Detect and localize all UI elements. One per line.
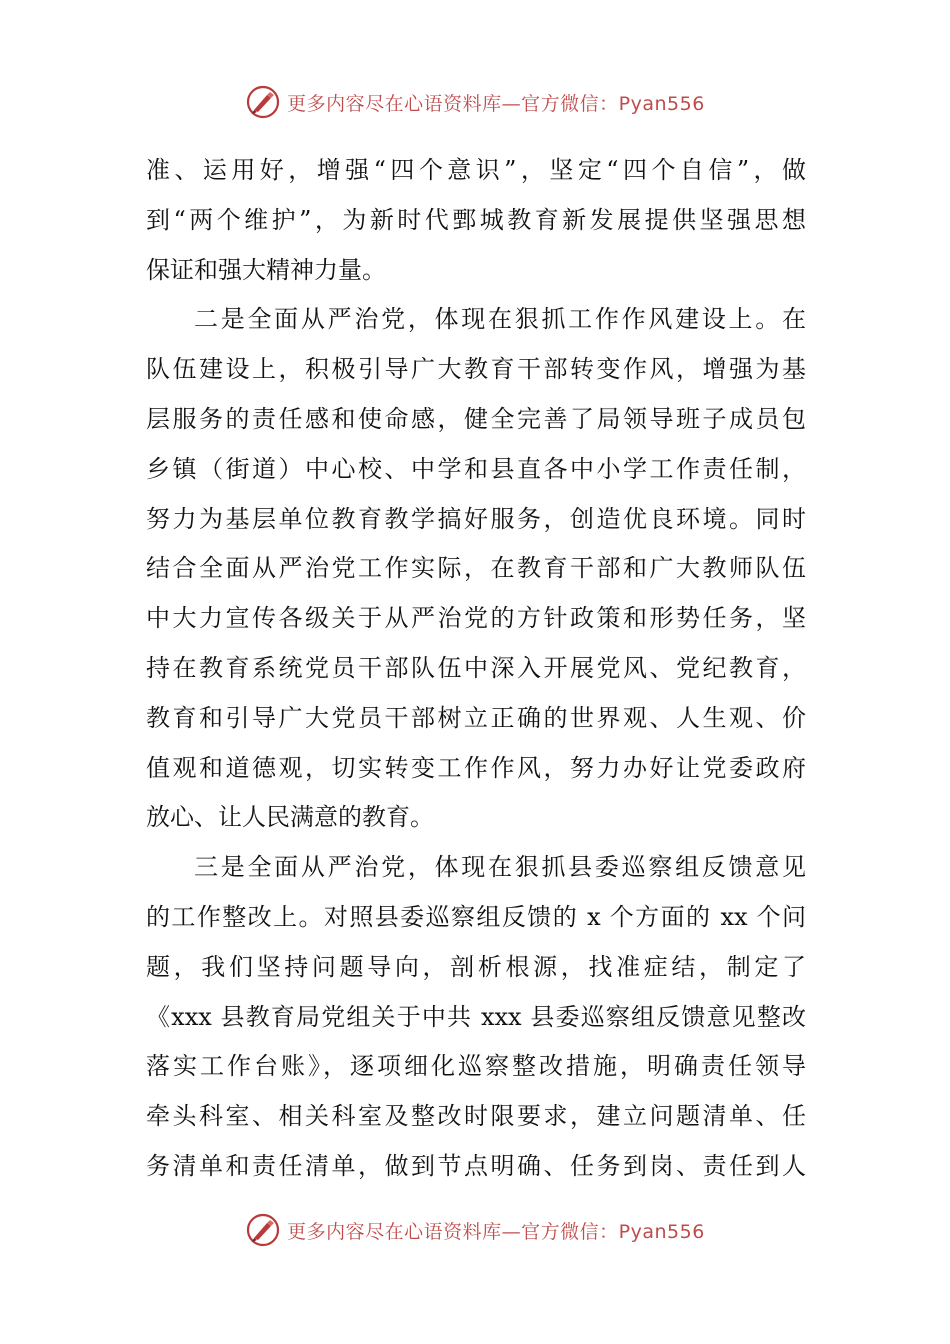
wechat-id: Pyan556 — [618, 92, 705, 115]
banner-slogan: 更多内容尽在心语资料库—官方微信： — [287, 1220, 619, 1243]
text-line: 结合全面从严治党工作实际，在教育干部和广大教师队伍 — [146, 554, 806, 583]
text-line: 队伍建设上，积极引导广大教育干部转变作风，增强为基 — [146, 355, 806, 384]
header-banner — [0, 80, 950, 124]
text-line: 中大力宣传各级关于从严治党的方针政策和形势任务，坚 — [146, 604, 806, 633]
document-body — [146, 146, 806, 1192]
text-line: 层服务的责任感和使命感，健全完善了局领导班子成员包 — [146, 404, 806, 433]
text-line: 放心、让人民满意的教育。 — [146, 803, 434, 832]
banner-text — [287, 89, 705, 116]
wechat-id: Pyan556 — [618, 1220, 705, 1243]
banner-text — [287, 1217, 705, 1244]
text-line: 二是全面从严治党，体现在狠抓工作作风建设上。在 — [194, 305, 806, 334]
banner-slogan: 更多内容尽在心语资料库—官方微信： — [287, 92, 619, 115]
pen-logo-icon — [245, 1212, 281, 1248]
text-line: 到“两个维护”，为新时代鄄城教育新发展提供坚强思想 — [146, 205, 806, 234]
text-line: 努力为基层单位教育教学搞好服务，创造优良环境。同时 — [146, 504, 806, 533]
text-line: 三是全面从严治党，体现在狠抓县委巡察组反馈意见 — [194, 853, 806, 882]
text-line: 题，我们坚持问题导向，剖析根源，找准症结，制定了 — [146, 952, 806, 981]
text-line: 《xxx 县教育局党组关于中共 xxx 县委巡察组反馈意见整改 — [146, 1002, 806, 1031]
footer-banner — [0, 1208, 950, 1252]
text-line: 落实工作台账》，逐项细化巡察整改措施，明确责任领导 — [146, 1052, 806, 1081]
text-line: 准、运用好，增强“四个意识”，坚定“四个自信”，做 — [146, 156, 806, 184]
text-line: 的工作整改上。对照县委巡察组反馈的 x 个方面的 xx 个问 — [146, 902, 806, 931]
text-line: 保证和强大精神力量。 — [146, 255, 386, 284]
text-line: 值观和道德观，切实转变工作作风，努力办好让党委政府 — [146, 753, 806, 782]
pen-logo-icon — [245, 84, 281, 120]
text-line: 牵头科室、相关科室及整改时限要求，建立问题清单、任 — [146, 1102, 806, 1131]
text-line: 教育和引导广大党员干部树立正确的世界观、人生观、价 — [146, 703, 806, 732]
text-line: 乡镇（街道）中心校、中学和县直各中小学工作责任制， — [146, 454, 806, 483]
text-line: 务清单和责任清单，做到节点明确、任务到岗、责任到人 — [146, 1151, 806, 1180]
text-line: 持在教育系统党员干部队伍中深入开展党风、党纪教育， — [146, 653, 806, 682]
